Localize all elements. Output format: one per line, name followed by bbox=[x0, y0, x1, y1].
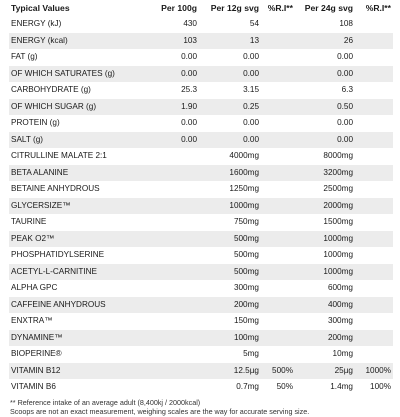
row-name: PROTEIN (g) bbox=[11, 118, 60, 128]
ri-24g bbox=[355, 115, 393, 132]
ri-24g bbox=[355, 297, 393, 314]
value-per-100g: 430 bbox=[183, 19, 197, 29]
value-per-12g: 54 bbox=[249, 19, 259, 29]
ri-12g bbox=[261, 313, 295, 330]
row-name: PEAK O2™ bbox=[9, 231, 145, 248]
value-per-100g: 0.00 bbox=[181, 52, 197, 62]
ri-24g: 1000% bbox=[355, 363, 393, 380]
header-row bbox=[9, 0, 393, 16]
value-per-12g: 1250mg bbox=[229, 184, 259, 194]
ri-24g bbox=[355, 82, 393, 99]
table-row bbox=[9, 231, 393, 248]
row-name: ALPHA GPC bbox=[11, 283, 58, 293]
value-per-24g: 1000mg bbox=[295, 231, 355, 248]
ri-24g bbox=[355, 49, 393, 66]
value-per-12g: 0.25 bbox=[199, 99, 261, 116]
value-per-100g: 0.00 bbox=[145, 66, 199, 83]
table-row bbox=[9, 214, 393, 231]
table-row bbox=[9, 16, 393, 33]
ri-24g bbox=[355, 198, 393, 215]
ri-24g bbox=[355, 132, 393, 149]
value-per-12g: 1000mg bbox=[199, 198, 261, 215]
table-row bbox=[9, 99, 393, 116]
ri-12g bbox=[261, 16, 295, 33]
ri-12g bbox=[261, 165, 295, 182]
row-name: ENERGY (kcal) bbox=[9, 33, 145, 50]
value-per-100g bbox=[145, 363, 199, 380]
value-per-24g: 6.3 bbox=[341, 85, 353, 95]
ri-12g bbox=[261, 82, 295, 99]
value-per-100g bbox=[145, 330, 199, 347]
value-per-12g: 13 bbox=[199, 33, 261, 50]
table-row bbox=[9, 247, 393, 264]
ri-12g bbox=[261, 132, 295, 149]
ri-24g bbox=[355, 66, 393, 83]
table-row bbox=[9, 363, 393, 380]
header-typical-values: Typical Values bbox=[11, 3, 70, 13]
header-per-12g: Per 12g svg bbox=[210, 3, 259, 13]
value-per-24g: 2500mg bbox=[323, 184, 353, 194]
value-per-24g: 200mg bbox=[295, 330, 355, 347]
row-name: PHOSPHATIDYLSERINE bbox=[11, 250, 105, 260]
row-name: SALT (g) bbox=[9, 132, 145, 149]
ri-24g bbox=[355, 264, 393, 281]
table-row bbox=[9, 165, 393, 182]
value-per-12g: 0.7mg bbox=[236, 382, 259, 392]
row-name: VITAMIN B12 bbox=[9, 363, 145, 380]
value-per-12g: 5mg bbox=[243, 349, 259, 359]
value-per-12g: 4000mg bbox=[229, 151, 259, 161]
header-per-24g: Per 24g svg bbox=[304, 3, 353, 13]
ri-12g bbox=[261, 66, 295, 83]
row-name: OF WHICH SUGAR (g) bbox=[9, 99, 145, 116]
table-row bbox=[9, 148, 393, 165]
ri-12g bbox=[261, 264, 295, 281]
table-row bbox=[9, 264, 393, 281]
ri-12g bbox=[261, 280, 295, 297]
value-per-24g: 400mg bbox=[295, 297, 355, 314]
value-per-100g bbox=[145, 214, 199, 231]
ri-24g bbox=[355, 99, 393, 116]
table-body bbox=[9, 16, 393, 396]
value-per-12g: 0.00 bbox=[199, 66, 261, 83]
ri-24g bbox=[355, 330, 393, 347]
table-row bbox=[9, 280, 393, 297]
value-per-100g bbox=[145, 181, 199, 198]
table-row bbox=[9, 330, 393, 347]
table-row bbox=[9, 313, 393, 330]
header-ri-12g: %R.I** bbox=[267, 3, 293, 13]
value-per-24g: 2000mg bbox=[295, 198, 355, 215]
value-per-100g: 1.90 bbox=[145, 99, 199, 116]
value-per-100g bbox=[145, 313, 199, 330]
ri-24g bbox=[355, 148, 393, 165]
ri-12g bbox=[261, 214, 295, 231]
ri-12g bbox=[261, 247, 295, 264]
value-per-24g: 25µg bbox=[295, 363, 355, 380]
ri-12g bbox=[261, 148, 295, 165]
ri-12g: 50% bbox=[276, 382, 293, 392]
row-name: VITAMIN B6 bbox=[11, 382, 56, 392]
nutrition-facts-panel bbox=[9, 0, 393, 417]
table-row bbox=[9, 115, 393, 132]
ri-12g bbox=[261, 49, 295, 66]
ri-24g bbox=[355, 165, 393, 182]
value-per-24g: 600mg bbox=[327, 283, 353, 293]
footnotes bbox=[9, 398, 393, 417]
ri-24g bbox=[355, 247, 393, 264]
ri-24g bbox=[355, 231, 393, 248]
ri-12g bbox=[261, 99, 295, 116]
ri-12g bbox=[261, 297, 295, 314]
header-ri-24g: %R.I** bbox=[365, 3, 391, 13]
value-per-24g: 26 bbox=[295, 33, 355, 50]
footnote-scoops: Scoops are not an exact measurement, weighing scales are the way for accurate serving size. bbox=[10, 407, 310, 416]
table-row bbox=[9, 82, 393, 99]
value-per-12g: 3.15 bbox=[243, 85, 259, 95]
value-per-12g: 12.5µg bbox=[199, 363, 261, 380]
value-per-12g: 500mg bbox=[199, 231, 261, 248]
value-per-12g: 150mg bbox=[233, 316, 259, 326]
value-per-24g: 1.4mg bbox=[330, 382, 353, 392]
value-per-100g bbox=[145, 264, 199, 281]
ri-12g bbox=[261, 231, 295, 248]
value-per-24g: 0.00 bbox=[337, 118, 353, 128]
ri-12g bbox=[261, 115, 295, 132]
ri-24g bbox=[355, 280, 393, 297]
table-row bbox=[9, 49, 393, 66]
row-name: DYNAMINE™ bbox=[9, 330, 145, 347]
value-per-12g: 500mg bbox=[233, 250, 259, 260]
table-row bbox=[9, 132, 393, 149]
table-row bbox=[9, 346, 393, 363]
ri-24g bbox=[355, 214, 393, 231]
value-per-100g bbox=[145, 379, 199, 396]
row-name: BETAINE ANHYDROUS bbox=[11, 184, 100, 194]
ri-12g bbox=[261, 33, 295, 50]
value-per-24g: 300mg bbox=[327, 316, 353, 326]
value-per-12g: 300mg bbox=[233, 283, 259, 293]
value-per-100g bbox=[145, 165, 199, 182]
table-row bbox=[9, 181, 393, 198]
value-per-12g: 100mg bbox=[199, 330, 261, 347]
value-per-100g: 103 bbox=[145, 33, 199, 50]
row-name: TAURINE bbox=[11, 217, 47, 227]
value-per-100g bbox=[145, 247, 199, 264]
table-header bbox=[9, 0, 393, 16]
row-name: CITRULLINE MALATE 2:1 bbox=[11, 151, 107, 161]
value-per-100g: 25.3 bbox=[181, 85, 197, 95]
value-per-24g: 1000mg bbox=[295, 264, 355, 281]
value-per-12g: 0.00 bbox=[199, 132, 261, 149]
value-per-12g: 500mg bbox=[199, 264, 261, 281]
value-per-24g: 108 bbox=[339, 19, 353, 29]
row-name: OF WHICH SATURATES (g) bbox=[9, 66, 145, 83]
value-per-24g: 0.00 bbox=[295, 66, 355, 83]
ri-12g: 500% bbox=[261, 363, 295, 380]
value-per-12g: 0.00 bbox=[243, 52, 259, 62]
row-name: ENERGY (kJ) bbox=[11, 19, 62, 29]
row-name: ACETYL-L-CARNITINE bbox=[9, 264, 145, 281]
table-row bbox=[9, 33, 393, 50]
row-name: BIOPERINE® bbox=[11, 349, 62, 359]
value-per-100g bbox=[145, 346, 199, 363]
value-per-100g: 0.00 bbox=[145, 132, 199, 149]
value-per-24g: 0.50 bbox=[295, 99, 355, 116]
ri-24g: 100% bbox=[370, 382, 391, 392]
value-per-100g bbox=[145, 297, 199, 314]
value-per-24g: 0.00 bbox=[337, 52, 353, 62]
header-per-100g: Per 100g bbox=[161, 3, 197, 13]
value-per-100g bbox=[145, 198, 199, 215]
table-row bbox=[9, 198, 393, 215]
row-name: GLYCERSIZE™ bbox=[9, 198, 145, 215]
ri-12g bbox=[261, 198, 295, 215]
ri-24g bbox=[355, 16, 393, 33]
value-per-100g bbox=[145, 231, 199, 248]
value-per-24g: 8000mg bbox=[323, 151, 353, 161]
footnote-reference-intake: ** Reference intake of an average adult (8,400kj / 2000kcal) bbox=[10, 397, 201, 407]
value-per-12g: 200mg bbox=[199, 297, 261, 314]
value-per-24g: 10mg bbox=[332, 349, 353, 359]
value-per-12g: 750mg bbox=[233, 217, 259, 227]
ri-24g bbox=[355, 346, 393, 363]
table-row bbox=[9, 66, 393, 83]
row-name: FAT (g) bbox=[11, 52, 38, 62]
value-per-24g: 1500mg bbox=[323, 217, 353, 227]
ri-12g bbox=[261, 330, 295, 347]
row-name: ENXTRA™ bbox=[11, 316, 53, 326]
ri-24g bbox=[355, 33, 393, 50]
value-per-100g bbox=[145, 148, 199, 165]
row-name: BETA ALANINE bbox=[9, 165, 145, 182]
value-per-24g: 1000mg bbox=[323, 250, 353, 260]
value-per-24g: 0.00 bbox=[295, 132, 355, 149]
value-per-12g: 1600mg bbox=[199, 165, 261, 182]
ri-12g bbox=[261, 181, 295, 198]
value-per-100g: 0.00 bbox=[181, 118, 197, 128]
row-name: CARBOHYDRATE (g) bbox=[11, 85, 91, 95]
ri-12g bbox=[261, 346, 295, 363]
ri-24g bbox=[355, 313, 393, 330]
table-row bbox=[9, 379, 393, 396]
nutrition-table bbox=[9, 0, 393, 396]
value-per-12g: 0.00 bbox=[243, 118, 259, 128]
value-per-24g: 3200mg bbox=[295, 165, 355, 182]
table-row bbox=[9, 297, 393, 314]
ri-24g bbox=[355, 181, 393, 198]
value-per-100g bbox=[145, 280, 199, 297]
row-name: CAFFEINE ANHYDROUS bbox=[9, 297, 145, 314]
